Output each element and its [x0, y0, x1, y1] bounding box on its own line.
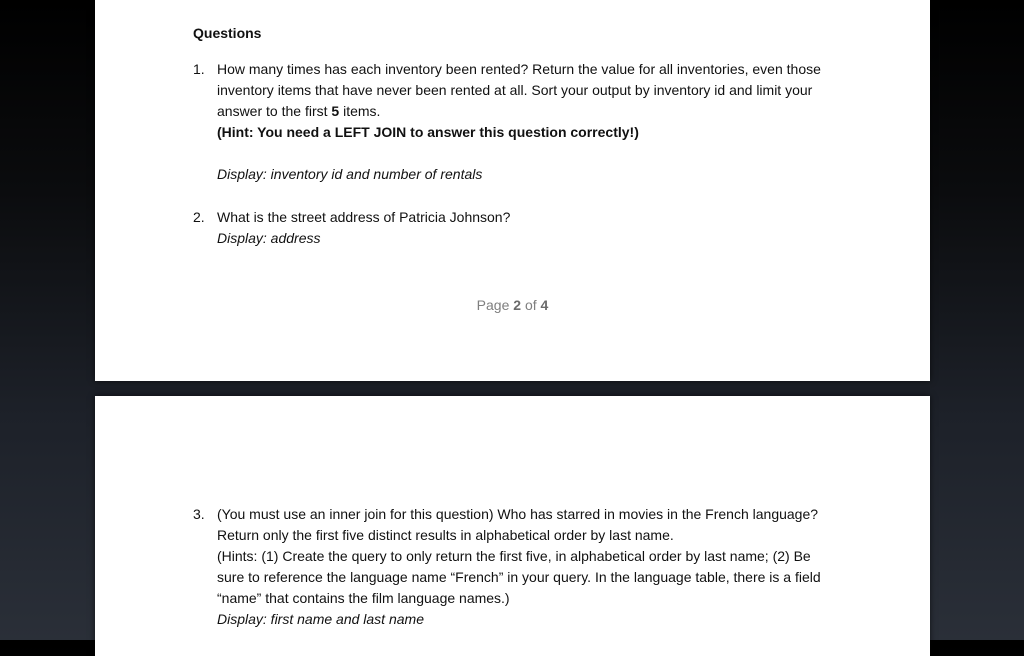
question-number: 1.	[193, 61, 205, 77]
question-2	[193, 207, 833, 257]
page-word: Page	[476, 297, 510, 313]
question-text-part: How many times has each inventory been rented? Return the value for all inventories, even those inventory items that have never been rented at all. Sort your output by inventory id and limit your answer to the first	[217, 61, 821, 119]
questions-heading: Questions	[193, 25, 262, 41]
question-body	[217, 59, 829, 185]
question-number: 3.	[193, 506, 205, 522]
display-instruction: Display: inventory id and number of rentals	[217, 166, 483, 182]
limit-value: 5	[331, 103, 340, 119]
document-page-3	[95, 396, 930, 656]
question-text: (You must use an inner join for this question) Who has starred in movies in the French language? Return only the first five distinct results in alphabetical order by last name.	[217, 506, 819, 543]
display-instruction: Display: address	[217, 230, 321, 246]
question-1	[193, 59, 833, 189]
question-hint: (Hint: You need a LEFT JOIN to answer this question correctly!)	[217, 124, 639, 140]
question-text: What is the street address of Patricia Johnson?	[217, 209, 511, 225]
question-text-part: items.	[339, 103, 381, 119]
question-body	[217, 504, 829, 630]
page-number	[95, 297, 930, 313]
document-page-2	[95, 0, 930, 381]
question-body	[217, 207, 829, 249]
total-pages: 4	[540, 297, 549, 313]
question-text	[217, 59, 829, 122]
display-instruction: Display: first name and last name	[217, 611, 424, 627]
question-3	[193, 504, 833, 634]
question-number: 2.	[193, 209, 205, 225]
question-hint: (Hints: (1) Create the query to only return the first five, in alphabetical order by last name; (2) Be sure to reference the language name “French” in your query. In the language table, there is a field “name” that contains the film language names.)	[217, 548, 821, 606]
current-page: 2	[513, 297, 522, 313]
page-of: of	[524, 297, 537, 313]
